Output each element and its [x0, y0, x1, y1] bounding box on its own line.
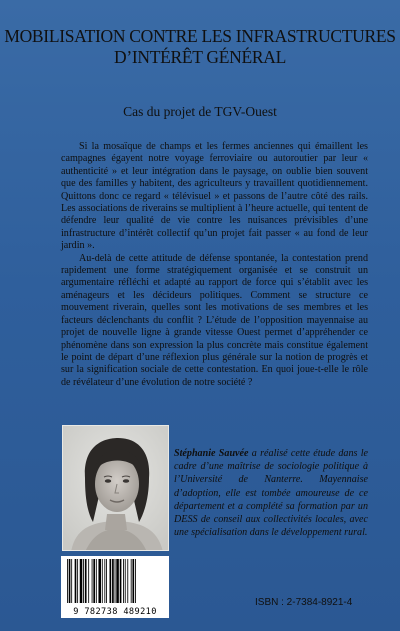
book-subtitle: Cas du projet de TGV-Ouest — [123, 104, 277, 119]
author-name: Stéphanie Sauvée — [174, 448, 249, 459]
book-title — [0, 26, 400, 68]
author-photo — [62, 425, 169, 551]
author-bio-text: a réalisé cette étude dans le cadre d’une maîtrise de sociologie politique à l’Université de Nanterre. Mayennaise d’adoption, elle est tombée amoureuse de ce département et a complété sa formation par un DESS de conseil aux collectivités locales, avec une spécialisation dans le développement rural. — [174, 448, 369, 539]
barcode-digits: 9 782738 489210 — [73, 607, 157, 617]
blurb-paragraph-2: Au-delà de cette attitude de défense spontanée, la contestation prend rapidement une forme stratégiquement organisée et se construit un argumentaire réfléchi et adapté au rapport de force qui s’établit avec les aménageurs et les décideurs politiques. Comment se structure ce mouvement riverain, quelles sont les motivations de ses membres et les facteurs déclenchants du conflit ? L’étude de l’opposition mayennaise au projet de nouvelle ligne à grande vitesse Ouest permet d’appréhender ce phénomène dans son expression la plus concrète mais constitue également le point de départ d’une réflexion plus générale sur la notion de progrès et sur la signification sociale de cette contestation. En quoi joue-t-elle le rôle de révélateur d’une évolution de notre société ? — [61, 252, 368, 388]
isbn: ISBN : 2-7384-8921-4 — [255, 597, 353, 608]
book-title-line-2: D’INTÉRÊT GÉNÉRAL — [114, 47, 286, 67]
author-bio — [174, 447, 368, 539]
blurb-paragraph-1: Si la mosaïque de champs et les fermes anciennes qui émaillent les campagnes égayent notre voyage ferroviaire ou autoroutier par leur « authenticité » et leur intégration dans le paysage, on oublie bien souvent que des familles y habitent, des agriculteurs y travaillent quotidiennement. Quittons donc ce regard « télévisuel » et passons de l’autre côté des rails. Les associations de riverains se multiplient à l’heure actuelle, qui tentent de défendre leur qualité de vie contre les nuisances prévisibles d’une infrastructure d’intérêt collectif qu’un projet fait passer « au fond de leur jardin ». — [61, 141, 368, 252]
barcode — [61, 556, 169, 618]
book-title-line-1: MOBILISATION CONTRE LES INFRASTRUCTURES — [4, 26, 396, 46]
barcode-bars — [61, 556, 169, 606]
blurb — [61, 141, 368, 389]
